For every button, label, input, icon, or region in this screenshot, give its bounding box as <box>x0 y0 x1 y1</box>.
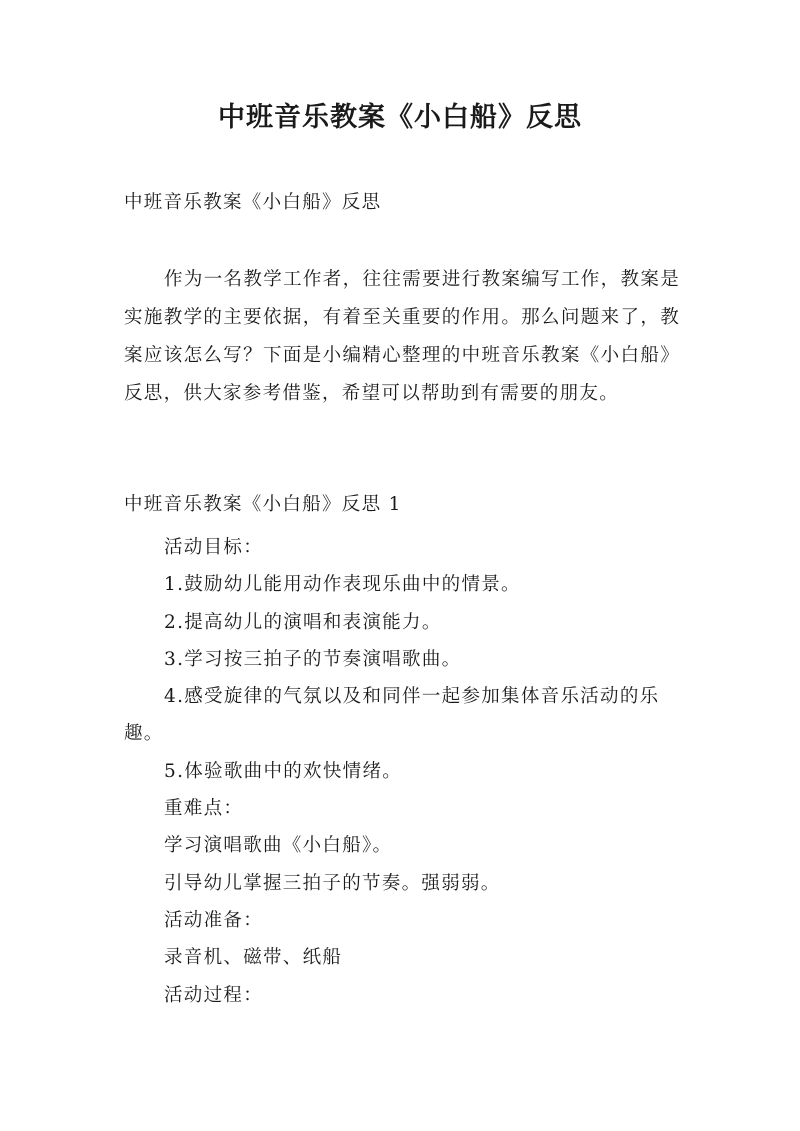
content-line-preparation: 活动准备： <box>164 909 264 931</box>
section-heading: 中班音乐教案《小白船》反思 1 <box>124 494 402 515</box>
document-subtitle: 中班音乐教案《小白船》反思 <box>124 192 382 213</box>
section-content <box>124 529 680 1014</box>
content-line-goal-5: 5.体验歌曲中的欢快情绪。 <box>164 760 403 782</box>
document-title: 中班音乐教案《小白船》反思 <box>218 102 582 133</box>
intro-paragraph: 作为一名教学工作者，往往需要进行教案编写工作，教案是实施教学的主要依据，有着至关重要的作用。那么问题来了，教案应该怎么写？下面是小编精心整理的中班音乐教案《小白船》反思，供大家参考借鉴，希望可以帮助到有需要的朋友。 <box>124 269 680 404</box>
content-line-goal-2: 2.提高幼儿的演唱和表演能力。 <box>164 611 442 633</box>
content-line-key-point-1: 学习演唱歌曲《小白船》。 <box>164 835 393 857</box>
content-line-goal-3: 3.学习按三拍子的节奏演唱歌曲。 <box>164 648 462 670</box>
content-line-key-point-2: 引导幼儿掌握三拍子的节奏。强弱弱。 <box>164 872 501 894</box>
content-line-key-points: 重难点： <box>164 798 244 820</box>
content-line-materials: 录音机、磁带、纸船 <box>164 947 343 969</box>
content-line-goal-1: 1.鼓励幼儿能用动作表现乐曲中的情景。 <box>164 574 521 596</box>
content-line-goal-4: 4.感受旋律的气氛以及和同伴一起参加集体音乐活动的乐趣。 <box>124 686 660 745</box>
content-line-process: 活动过程： <box>164 984 264 1006</box>
content-line-activity-goals: 活动目标： <box>164 537 264 558</box>
